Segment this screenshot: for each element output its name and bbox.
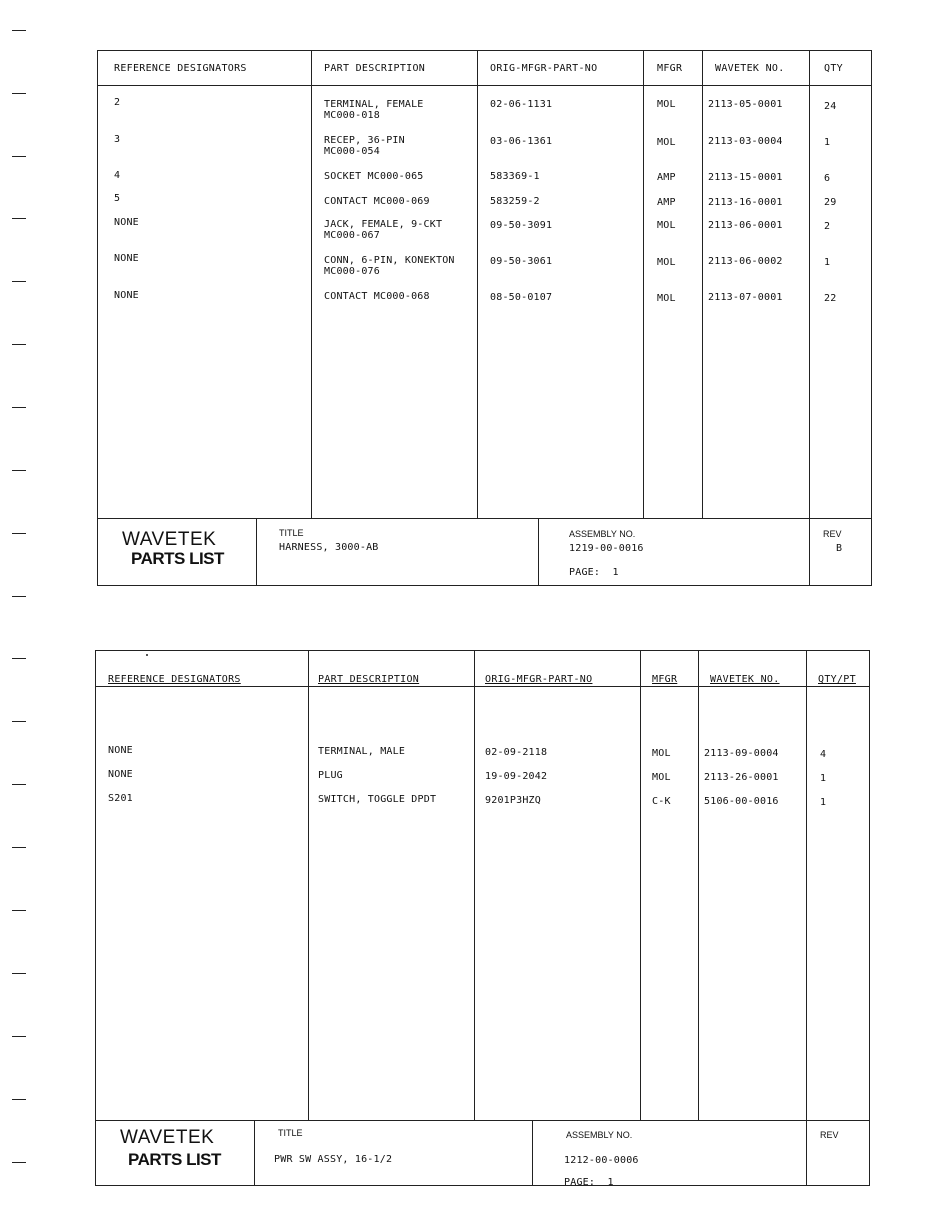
margin-tick [12,1036,26,1037]
cell-wavetek: 2113-06-0002 [708,256,783,267]
header-rule [96,686,869,687]
cell-orig: 03-06-1361 [490,136,553,147]
cell-orig: 583369-1 [490,171,540,182]
page-number: PAGE: 1 [569,567,619,578]
margin-tick [12,281,26,282]
column-divider [311,51,312,518]
cell-ref: 4 [114,170,121,181]
footer-divider [254,1120,255,1185]
cell-ref: NONE [114,290,139,301]
assembly-no-label: ASSEMBLY NO. [566,1130,633,1140]
margin-tick [12,910,26,911]
margin-tick [12,973,26,974]
cell-desc: CONTACT MC000-068 [324,291,430,302]
margin-tick [12,156,26,157]
cell-desc: CONN, 6-PIN, KONEKTON [324,255,455,266]
wavetek-logo: WAVETEK [122,529,217,550]
cell-mfgr: MOL [657,257,676,268]
header-orig-mfgr-part-no: ORIG-MFGR-PART-NO [485,674,593,685]
footer-rule [96,1120,869,1121]
cell-wavetek: 2113-07-0001 [708,292,783,303]
cell-mfgr: AMP [657,197,676,208]
footer-rule [98,518,871,519]
cell-mfgr: MOL [657,99,676,110]
column-divider [477,51,478,518]
cell-desc: SWITCH, TOGGLE DPDT [318,794,437,805]
cell-wavetek: 2113-06-0001 [708,220,783,231]
header-orig-mfgr-part-no: ORIG-MFGR-PART-NO [490,63,598,74]
cell-qty: 6 [824,173,831,184]
cell-mfgr: MOL [652,748,671,759]
header-qty-pt: QTY/PT [818,674,856,685]
rev-value: B [836,543,843,554]
cell-ref: NONE [108,769,133,780]
footer-divider [532,1120,533,1185]
rev-label: REV [823,529,842,539]
cell-ref: 3 [114,134,121,145]
cell-desc: PLUG [318,770,343,781]
header-rule [98,85,871,86]
header-reference-designators: REFERENCE DESIGNATORS [108,674,241,685]
cell-desc-line2: MC000-076 [324,266,380,277]
margin-tick [12,847,26,848]
margin-tick [12,344,26,345]
footer-divider [256,518,257,585]
assembly-title: PWR SW ASSY, 16-1/2 [274,1154,393,1165]
margin-tick [12,30,26,31]
footer-divider [538,518,539,585]
margin-tick [12,533,26,534]
cell-qty: 29 [824,197,837,208]
cell-orig: 19-09-2042 [485,771,548,782]
cell-wavetek: 2113-03-0004 [708,136,783,147]
cell-qty: 1 [820,773,827,784]
cell-qty: 2 [824,221,831,232]
assembly-title: HARNESS, 3000-AB [279,542,379,553]
column-divider [698,651,699,1120]
ink-mark [146,654,148,656]
cell-ref: 5 [114,193,121,204]
rev-label: REV [820,1130,839,1140]
parts-list-label: PARTS LIST [128,1150,221,1169]
cell-ref: NONE [108,745,133,756]
cell-wavetek: 2113-15-0001 [708,172,783,183]
cell-qty: 1 [824,257,831,268]
cell-wavetek: 2113-09-0004 [704,748,779,759]
margin-tick [12,1099,26,1100]
header-wavetek-no: WAVETEK NO. [710,674,780,685]
cell-desc: TERMINAL, MALE [318,746,406,757]
column-divider [308,651,309,1120]
title-label: TITLE [278,1128,303,1138]
column-divider [474,651,475,1120]
margin-tick [12,470,26,471]
cell-wavetek: 5106-00-0016 [704,796,779,807]
cell-desc: RECEP, 36-PIN [324,135,405,146]
cell-mfgr: MOL [657,220,676,231]
assembly-no: 1219-00-0016 [569,543,644,554]
cell-desc: TERMINAL, FEMALE [324,99,424,110]
title-label: TITLE [279,528,304,538]
margin-tick [12,407,26,408]
margin-tick [12,784,26,785]
cell-mfgr: MOL [657,293,676,304]
wavetek-logo: WAVETEK [120,1127,215,1148]
cell-orig: 08-50-0107 [490,292,553,303]
cell-orig: 02-06-1131 [490,99,553,110]
header-wavetek-no: WAVETEK NO. [715,63,785,74]
cell-orig: 9201P3HZQ [485,795,541,806]
margin-tick [12,1162,26,1163]
cell-mfgr: MOL [652,772,671,783]
assembly-no-label: ASSEMBLY NO. [569,529,636,539]
parts-list-sheet-2 [95,650,870,1186]
cell-wavetek: 2113-05-0001 [708,99,783,110]
cell-wavetek: 2113-26-0001 [704,772,779,783]
cell-ref: 2 [114,97,121,108]
parts-list-label: PARTS LIST [131,549,224,568]
cell-desc-line2: MC000-018 [324,110,380,121]
column-divider [702,51,703,518]
margin-tick [12,93,26,94]
cell-mfgr: C-K [652,796,671,807]
margin-tick [12,721,26,722]
header-part-description: PART DESCRIPTION [318,674,420,685]
parts-list-sheet-1 [97,50,872,586]
header-qty: QTY [824,63,843,74]
page-number: PAGE: 1 [564,1177,614,1188]
column-divider [806,651,807,1185]
cell-desc: JACK, FEMALE, 9-CKT [324,219,443,230]
cell-qty: 1 [820,797,827,808]
margin-tick [12,218,26,219]
cell-ref: NONE [114,253,139,264]
cell-qty: 24 [824,101,837,112]
header-reference-designators: REFERENCE DESIGNATORS [114,63,247,74]
cell-qty: 22 [824,293,837,304]
cell-mfgr: MOL [657,137,676,148]
cell-ref: NONE [114,217,139,228]
header-mfgr: MFGR [652,674,678,685]
cell-mfgr: AMP [657,172,676,183]
column-divider [643,51,644,518]
margin-tick [12,596,26,597]
column-divider [809,51,810,585]
cell-orig: 583259-2 [490,196,540,207]
cell-orig: 09-50-3061 [490,256,553,267]
column-divider [640,651,641,1120]
cell-orig: 02-09-2118 [485,747,548,758]
cell-wavetek: 2113-16-0001 [708,197,783,208]
cell-ref: S201 [108,793,133,804]
cell-desc: SOCKET MC000-065 [324,171,424,182]
header-mfgr: MFGR [657,63,683,74]
assembly-no: 1212-00-0006 [564,1155,639,1166]
cell-qty: 4 [820,749,827,760]
header-part-description: PART DESCRIPTION [324,63,426,74]
cell-qty: 1 [824,137,831,148]
cell-desc-line2: MC000-067 [324,230,380,241]
cell-orig: 09-50-3091 [490,220,553,231]
margin-tick [12,658,26,659]
cell-desc-line2: MC000-054 [324,146,380,157]
cell-desc: CONTACT MC000-069 [324,196,430,207]
